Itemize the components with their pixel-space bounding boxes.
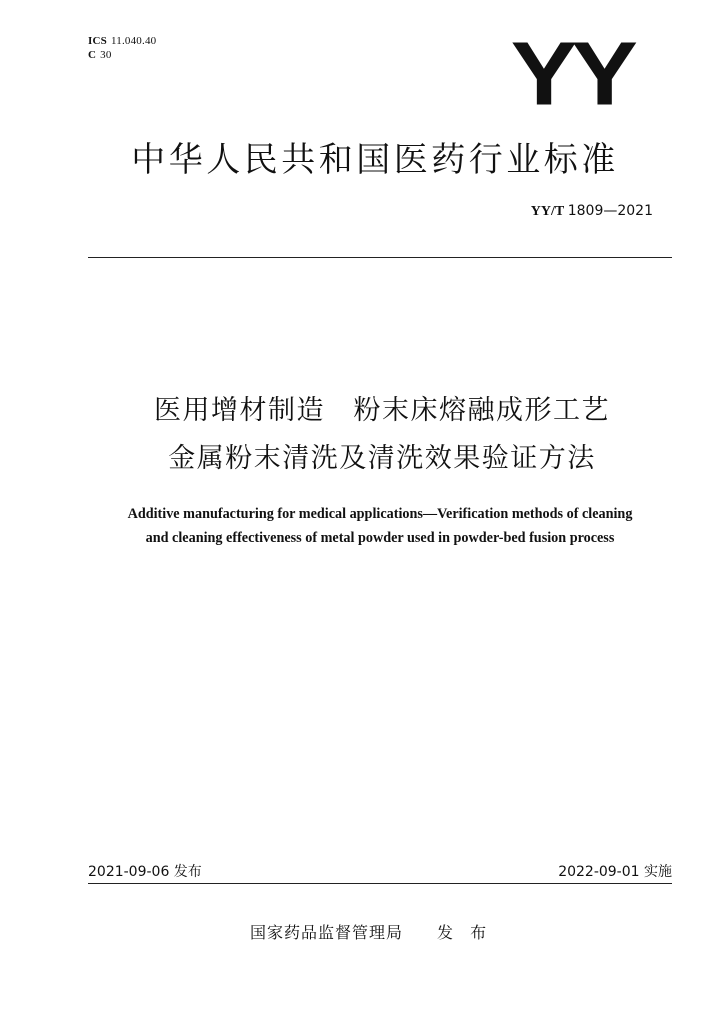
organization-title: 中华人民共和国医药行业标准 (131, 140, 619, 180)
ccs-code: 30 (100, 49, 112, 61)
chinese-title-line-2: 金属粉末清洗及清洗效果验证方法 (168, 443, 596, 474)
english-title-line-1: Additive manufacturing for medical applications—Verification methods of cleaning (127, 506, 633, 522)
english-title-line-2: and cleaning effectiveness of metal powder used in powder-bed fusion process (145, 530, 615, 546)
publisher-name: 国家药品监督管理局 (250, 923, 404, 942)
top-divider (88, 257, 672, 258)
ccs-label: C (88, 49, 97, 61)
yy-standard-logo: YY (510, 23, 632, 125)
standard-number-prefix: YY/T (530, 204, 565, 219)
chinese-title-line-1: 医用增材制造 粉末床熔融成形工艺 (154, 395, 610, 426)
ics-code-row (88, 34, 156, 48)
standard-number (531, 203, 653, 220)
ccs-code-row (88, 48, 156, 62)
publisher-action: 发 布 (437, 923, 493, 942)
classification-codes (88, 34, 156, 62)
implementation-date: 2022-09-01 实施 (558, 864, 672, 880)
standard-number-value: 1809—2021 (567, 203, 653, 219)
ics-label: ICS (88, 35, 107, 47)
ics-code: 11.040.40 (110, 35, 157, 47)
bottom-divider (88, 883, 672, 884)
publish-date: 2021-09-06 发布 (88, 864, 202, 880)
publisher-line (250, 920, 492, 943)
